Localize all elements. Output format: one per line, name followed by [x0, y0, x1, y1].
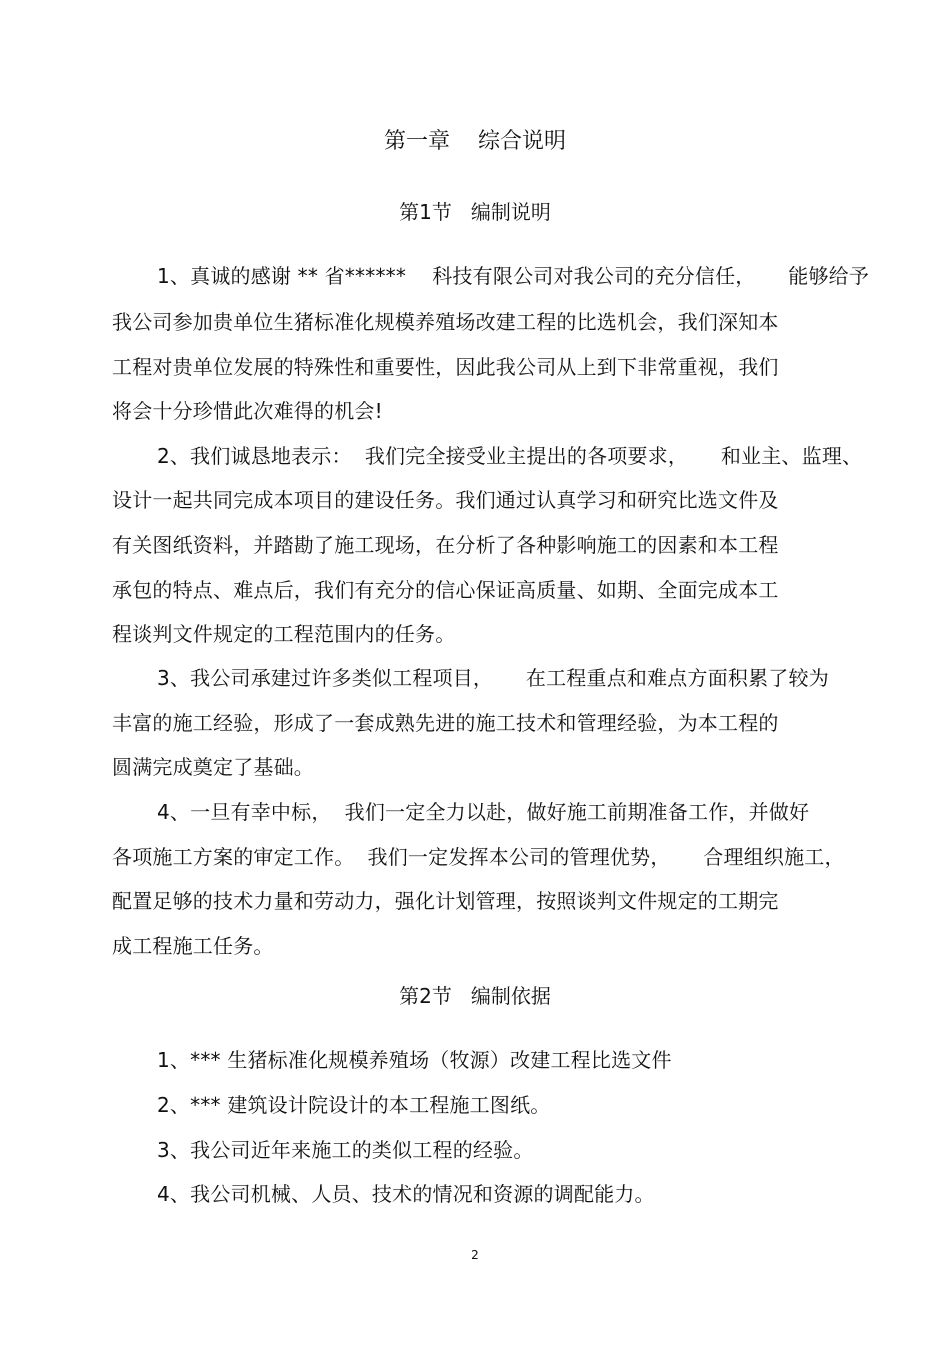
section-2-title: 第2节 编制依据 [399, 984, 551, 1008]
paragraph-2-line-1: 2、我们诚恳地表示： 我们完全接受业主提出的各项要求， 和业主、监理、 [157, 444, 863, 468]
paragraph-1-line-4: 将会十分珍惜此次难得的机会! [112, 399, 383, 423]
paragraph-2-line-5: 程谈判文件规定的工程范围内的任务。 [112, 622, 456, 646]
basis-item-2: 2、*** 建筑设计院设计的本工程施工图纸。 [157, 1093, 551, 1117]
basis-item-3: 3、我公司近年来施工的类似工程的经验。 [157, 1138, 534, 1162]
basis-item-4: 4、我公司机械、人员、技术的情况和资源的调配能力。 [157, 1182, 655, 1206]
paragraph-1-line-3: 工程对贵单位发展的特殊性和重要性，因此我公司从上到下非常重视，我们 [112, 355, 779, 379]
paragraph-4-line-1: 4、一旦有幸中标， 我们一定全力以赴，做好施工前期准备工作，并做好 [157, 800, 810, 824]
chapter-title: 第一章 综合说明 [384, 129, 566, 154]
paragraph-4-line-2: 各项施工方案的审定工作。 我们一定发挥本公司的管理优势， 合理组织施工， [112, 845, 845, 869]
paragraph-3-line-2: 丰富的施工经验，形成了一套成熟先进的施工技术和管理经验，为本工程的 [112, 711, 779, 735]
paragraph-3-line-3: 圆满完成奠定了基础。 [112, 755, 314, 779]
paragraph-2-line-2: 设计一起共同完成本项目的建设任务。我们通过认真学习和研究比选文件及 [112, 488, 779, 512]
paragraph-1-line-1: 1、真诚的感谢 ** 省****** 科技有限公司对我公司的充分信任， 能够给予 [157, 264, 870, 288]
paragraph-2-line-4: 承包的特点、难点后，我们有充分的信心保证高质量、如期、全面完成本工 [112, 578, 779, 602]
page-number: 2 [471, 1248, 479, 1262]
paragraph-1-line-2: 我公司参加贵单位生猪标准化规模养殖场改建工程的比选机会，我们深知本 [112, 310, 779, 334]
basis-item-1: 1、*** 生猪标准化规模养殖场（牧源）改建工程比选文件 [157, 1048, 672, 1072]
paragraph-4-line-4: 成工程施工任务。 [112, 934, 274, 958]
paragraph-2-line-3: 有关图纸资料，并踏勘了施工现场，在分析了各种影响施工的因素和本工程 [112, 533, 779, 557]
section-1-title: 第1节 编制说明 [399, 200, 551, 224]
paragraph-3-line-1: 3、我公司承建过许多类似工程项目， 在工程重点和难点方面积累了较为 [157, 666, 829, 690]
paragraph-4-line-3: 配置足够的技术力量和劳动力，强化计划管理，按照谈判文件规定的工期完 [112, 889, 779, 913]
